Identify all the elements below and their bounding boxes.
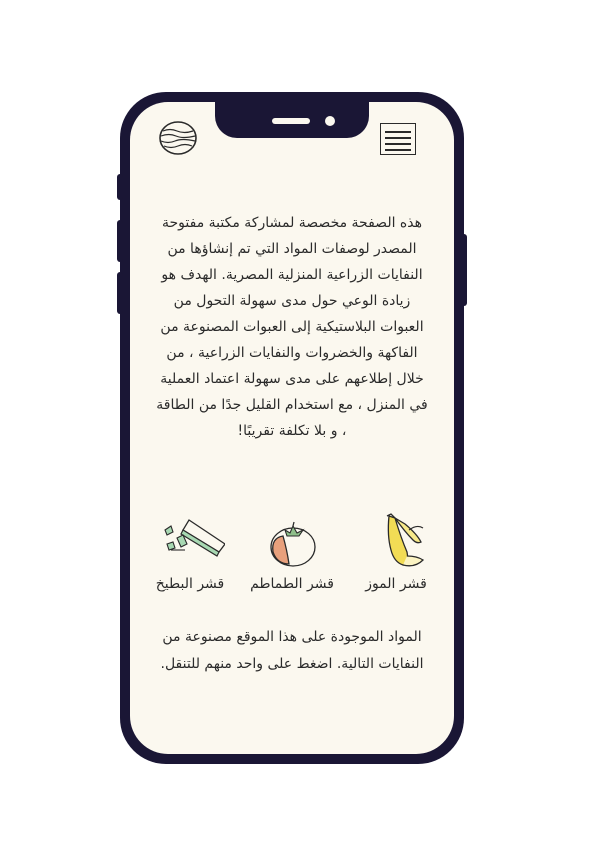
speaker-grille: [272, 118, 310, 124]
watermelon-rind-icon: [155, 510, 225, 574]
menu-icon-line: [385, 149, 411, 151]
phone-notch: [215, 102, 369, 138]
phone-volume-up-button: [117, 220, 123, 262]
waste-item-tomato[interactable]: [242, 510, 342, 610]
logo-icon[interactable]: [158, 120, 198, 156]
menu-icon-line: [385, 131, 411, 133]
tomato-icon: [257, 510, 327, 574]
phone-power-button: [461, 234, 467, 306]
menu-icon-line: [385, 137, 411, 139]
waste-item-label: قشر الطماطم: [250, 576, 334, 592]
waste-item-label: قشر الموز: [365, 576, 427, 592]
waste-items-row: [130, 510, 454, 610]
front-camera: [325, 116, 335, 126]
waste-item-label: قشر البطيخ: [155, 576, 225, 592]
phone-volume-down-button: [117, 272, 123, 314]
instructions-paragraph: المواد الموجودة على هذا الموقع مصنوعة من النفايات التالية. اضغط على واحد منهم للتنقل.: [160, 629, 424, 672]
waste-item-banana[interactable]: [346, 510, 446, 610]
menu-icon-line: [385, 143, 411, 145]
waste-item-watermelon[interactable]: [140, 510, 240, 610]
phone-screen: [130, 102, 454, 754]
hamburger-menu-button[interactable]: [380, 123, 416, 155]
intro-paragraph: هذه الصفحة مخصصة لمشاركة مكتبة مفتوحة المصدر لوصفات المواد التي تم إنشاؤها من النفايات الزراعية المنزلية المصرية. الهدف هو زيادة الوعي حول مدى سهولة التحول من العبوات البلاستيكية إلى العبوات المصنوعة من الفاكهة والخضروات والنفايات الزراعية ، من خلال إطلاعهم على مدى سهولة اعتماد العملية في المنزل ، مع استخدام القليل جدًا من الطاقة ، و بلا تكلفة تقريبًا!: [156, 215, 428, 439]
banana-peel-icon: [361, 510, 431, 574]
phone-silent-switch: [117, 174, 123, 200]
